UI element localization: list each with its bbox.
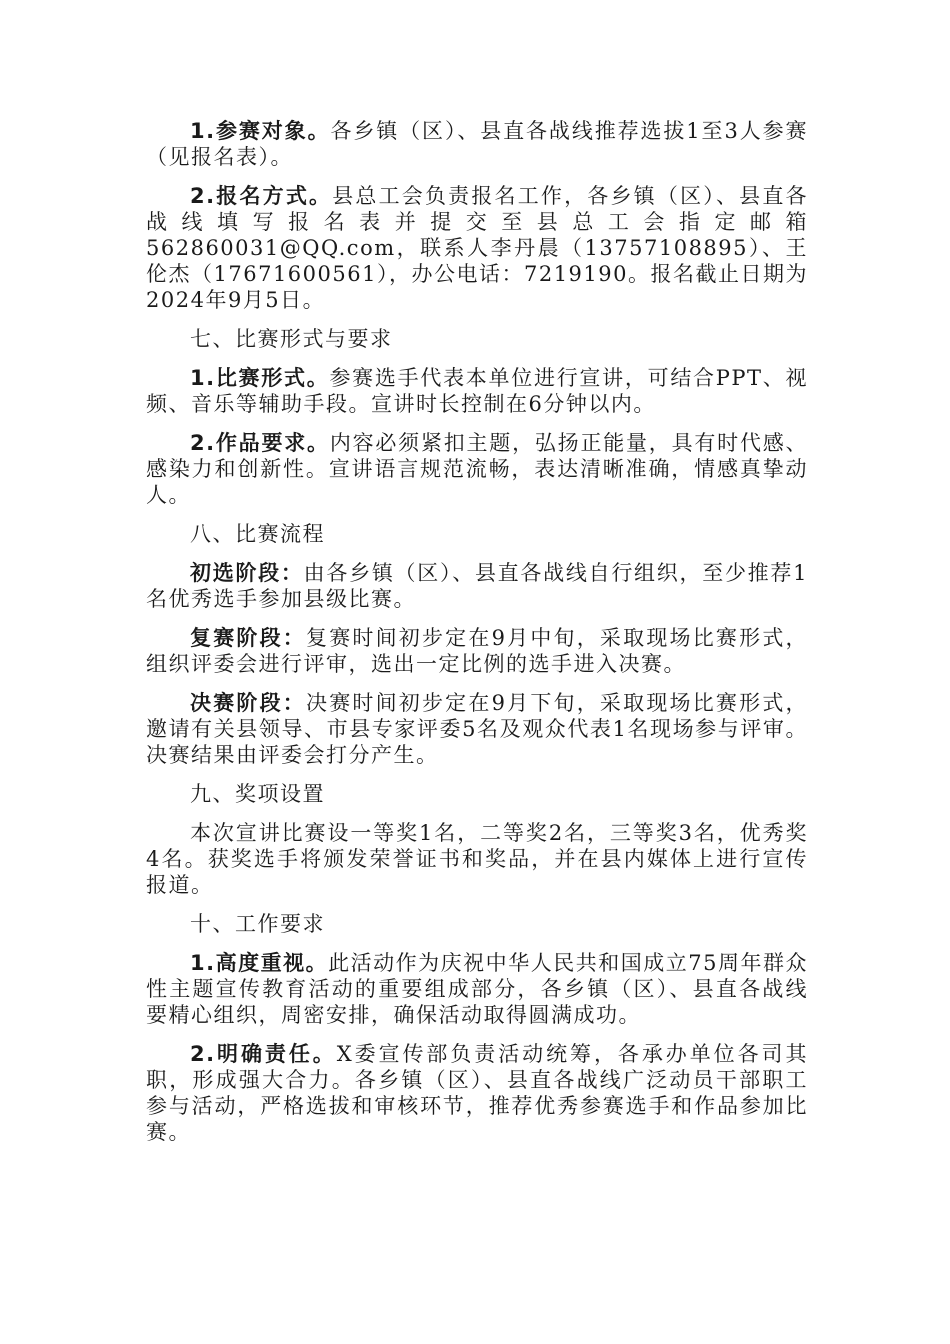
paragraph-lead: 2.明确责任。: [190, 1042, 337, 1066]
paragraph-registration: [146, 183, 808, 313]
section-heading-8: 八、比赛流程: [190, 522, 325, 546]
paragraph-text: 内容必须紧扣主题，弘扬正能量，具有时代感、感染力和创新性。宣讲语言规范流畅，表达清晰准确，情感真挚动人。: [146, 431, 809, 507]
paragraph-participants: [146, 118, 808, 170]
paragraph-lead: 复赛阶段：: [190, 626, 306, 650]
paragraph-lead: 1.比赛形式。: [190, 366, 330, 390]
document-page: [146, 118, 808, 1158]
paragraph-text: 由各乡镇（区）、县直各战线自行组织，至少推荐1名优秀选手参加县级比赛。: [146, 561, 809, 611]
paragraph-text: 复赛时间初步定在9月中旬，采取现场比赛形式，组织评委会进行评审，选出一定比例的选手进入决赛。: [146, 626, 809, 676]
paragraph-text: X委宣传部负责活动统筹，各承办单位各司其职，形成强大合力。各乡镇（区）、县直各战线广泛动员干部职工参与活动，严格选拔和审核环节，推荐优秀参赛选手和作品参加比赛。: [146, 1042, 808, 1144]
paragraph-responsibility: [146, 1041, 808, 1145]
paragraph-lead: 决赛阶段：: [190, 691, 306, 715]
paragraph-semifinal-stage: [146, 625, 808, 677]
paragraph-awards: [146, 820, 808, 898]
paragraph-competition-format: [146, 365, 808, 417]
paragraph-lead: 初选阶段：: [190, 561, 304, 585]
paragraph-text: 此活动作为庆祝中华人民共和国成立75周年群众性主题宣传教育活动的重要组成部分，各乡镇（区）、县直各战线要精心组织，周密安排，确保活动取得圆满成功。: [146, 951, 808, 1027]
section-heading-9: 九、奖项设置: [190, 782, 325, 806]
paragraph-lead: 1.参赛对象。: [190, 119, 331, 143]
paragraph-high-priority: [146, 950, 808, 1028]
section-heading-7: 七、比赛形式与要求: [190, 327, 393, 351]
paragraph-text: 各乡镇（区）、县直各战线推荐选拔1至3人参赛（见报名表）。: [146, 119, 808, 169]
paragraph-lead: 2.作品要求。: [190, 431, 330, 455]
paragraph-lead: 1.高度重视。: [190, 951, 329, 975]
paragraph-text: 参赛选手代表本单位进行宣讲，可结合PPT、视频、音乐等辅助手段。宣讲时长控制在6分钟以内。: [146, 366, 809, 416]
paragraph-work-requirements: [146, 430, 808, 508]
paragraph-text: 本次宣讲比赛设一等奖1名，二等奖2名，三等奖3名，优秀奖4名。获奖选手将颁发荣誉证书和奖品，并在县内媒体上进行宣传报道。: [146, 821, 808, 897]
paragraph-text: 决赛时间初步定在9月下旬，采取现场比赛形式，邀请有关县领导、市县专家评委5名及观众代表1名现场参与评审。决赛结果由评委会打分产生。: [146, 691, 809, 767]
paragraph-preliminary-stage: [146, 560, 808, 612]
section-heading-10: 十、工作要求: [190, 912, 325, 936]
paragraph-final-stage: [146, 690, 808, 768]
paragraph-text: 县总工会负责报名工作，各乡镇（区）、县直各战线填写报名表并提交至县总工会指定邮箱562860031@QQ.com，联系人李丹晨（13757108895）、王伦杰（17671600561），办公电话：7219190。报名截止日期为2024年9月5日。: [146, 184, 809, 312]
paragraph-lead: 2.报名方式。: [190, 184, 333, 208]
